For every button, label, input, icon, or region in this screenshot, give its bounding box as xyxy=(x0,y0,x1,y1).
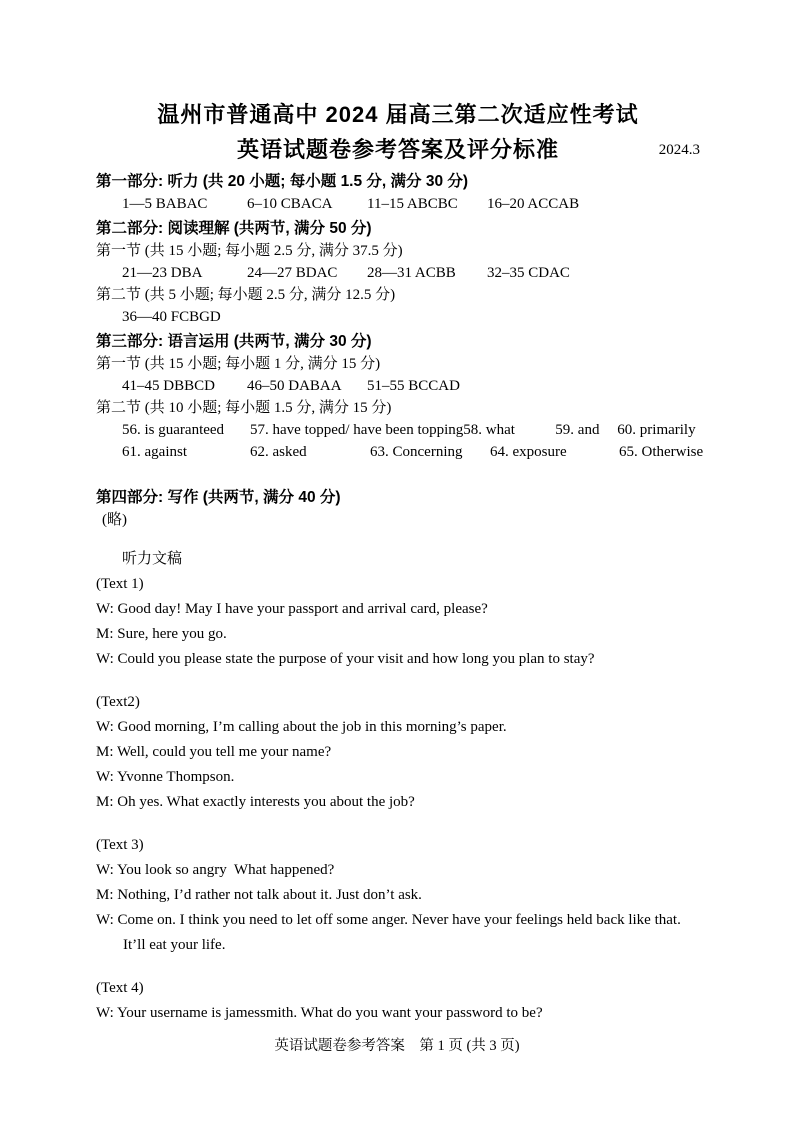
part2-heading: 第二部分: 阅读理解 (共两节, 满分 50 分) xyxy=(96,220,372,237)
transcript-line: M: Well, could you tell me your name? xyxy=(96,744,332,760)
part2-section2-label: 第二节 (共 5 小题; 每小题 2.5 分, 满分 12.5 分) xyxy=(96,287,396,303)
answer-group: 11–15 ABCBC xyxy=(367,196,458,212)
answer-group: 46–50 DABAA xyxy=(247,378,342,394)
answer-group: 24—27 BDAC xyxy=(247,265,338,281)
part3-section2-answer-row-1 xyxy=(96,419,700,441)
part3-section2-label: 第二节 (共 10 小题; 每小题 1.5 分, 满分 15 分) xyxy=(96,400,392,416)
document-subtitle-row xyxy=(96,135,700,168)
transcript-line: W: Yvonne Thompson. xyxy=(96,769,235,785)
part1-answer-row xyxy=(96,193,700,215)
transcript-line: M: Nothing, I’d rather not talk about it. Just don’t ask. xyxy=(96,887,422,903)
part3-heading: 第三部分: 语言运用 (共两节, 满分 30 分) xyxy=(96,333,372,350)
answer-group: 6–10 CBACA xyxy=(247,196,333,212)
transcript-text4-label: (Text 4) xyxy=(96,980,144,996)
answer-group: 32–35 CDAC xyxy=(487,265,570,281)
transcript-text3-label: (Text 3) xyxy=(96,837,144,853)
answer-group: 16–20 ACCAB xyxy=(487,196,580,212)
part4-omitted-note: (略) xyxy=(102,512,127,528)
answer-group: 21—23 DBA xyxy=(122,265,203,281)
answer-group: 41–45 DBBCD xyxy=(122,378,215,394)
transcript-text4 xyxy=(96,976,700,1026)
transcript-line: M: Oh yes. What exactly interests you about the job? xyxy=(96,794,415,810)
transcript-line-continuation: It’ll eat your life. xyxy=(123,937,226,953)
answer-item: 63. Concerning xyxy=(370,444,463,460)
answer-item: 64. exposure xyxy=(490,444,567,460)
answer-group: 1—5 BABAC xyxy=(122,196,208,212)
transcript-text1 xyxy=(96,572,700,672)
answer-item: 65. Otherwise xyxy=(619,444,704,460)
transcript-text1-label: (Text 1) xyxy=(96,576,144,592)
transcript-line: W: You look so angry What happened? xyxy=(96,862,335,878)
part1-heading: 第一部分: 听力 (共 20 小题; 每小题 1.5 分, 满分 30 分) xyxy=(96,173,469,190)
document-subtitle: 英语试题卷参考答案及评分标准 xyxy=(236,137,559,162)
transcript-text3 xyxy=(96,833,700,958)
transcript-line: W: Good day! May I have your passport and arrival card, please? xyxy=(96,601,488,617)
page-footer: 英语试题卷参考答案 第 1 页 (共 3 页) xyxy=(274,1038,520,1054)
part4-heading: 第四部分: 写作 (共两节, 满分 40 分) xyxy=(96,489,341,506)
part2-section2-answer-row xyxy=(96,306,700,328)
answer-item: 61. against xyxy=(122,444,187,460)
transcript-line: W: Could you please state the purpose of your visit and how long you plan to stay? xyxy=(96,651,595,667)
answer-item: 56. is guaranteed xyxy=(122,422,225,438)
part2-section1-label: 第一节 (共 15 小题; 每小题 2.5 分, 满分 37.5 分) xyxy=(96,243,403,259)
transcript-line: W: Come on. I think you need to let off some anger. Never have your feelings held back like that. xyxy=(96,912,681,928)
transcript-text2-label: (Text2) xyxy=(96,694,140,710)
answer-group: 36—40 FCBGD xyxy=(122,309,221,325)
document-date: 2024.3 xyxy=(658,142,700,158)
part3-section1-label: 第一节 (共 15 小题; 每小题 1 分, 满分 15 分) xyxy=(96,356,381,372)
transcript-text2 xyxy=(96,690,700,815)
answer-item: 59. and xyxy=(555,422,600,438)
answer-item: 60. primarily xyxy=(617,422,696,438)
part3-section2-answer-row-2 xyxy=(96,441,704,463)
answer-group: 28—31 ACBB xyxy=(367,265,456,281)
transcript-line: W: Good morning, I’m calling about the job in this morning’s paper. xyxy=(96,719,507,735)
document-title: 温州市普通高中 2024 届高三第二次适应性考试 xyxy=(157,102,639,127)
transcript-heading: 听力文稿 xyxy=(122,551,183,567)
part2-section1-answer-row xyxy=(96,262,700,284)
answer-group: 51–55 BCCAD xyxy=(367,378,460,394)
answer-item: 58. what xyxy=(463,422,515,438)
answer-item: 62. asked xyxy=(250,444,307,460)
part3-section1-answer-row xyxy=(96,375,700,397)
transcript-line: W: Your username is jamessmith. What do you want your password to be? xyxy=(96,1005,543,1021)
transcript-line: M: Sure, here you go. xyxy=(96,626,227,642)
answer-item: 57. have topped/ have been topping xyxy=(250,422,464,438)
